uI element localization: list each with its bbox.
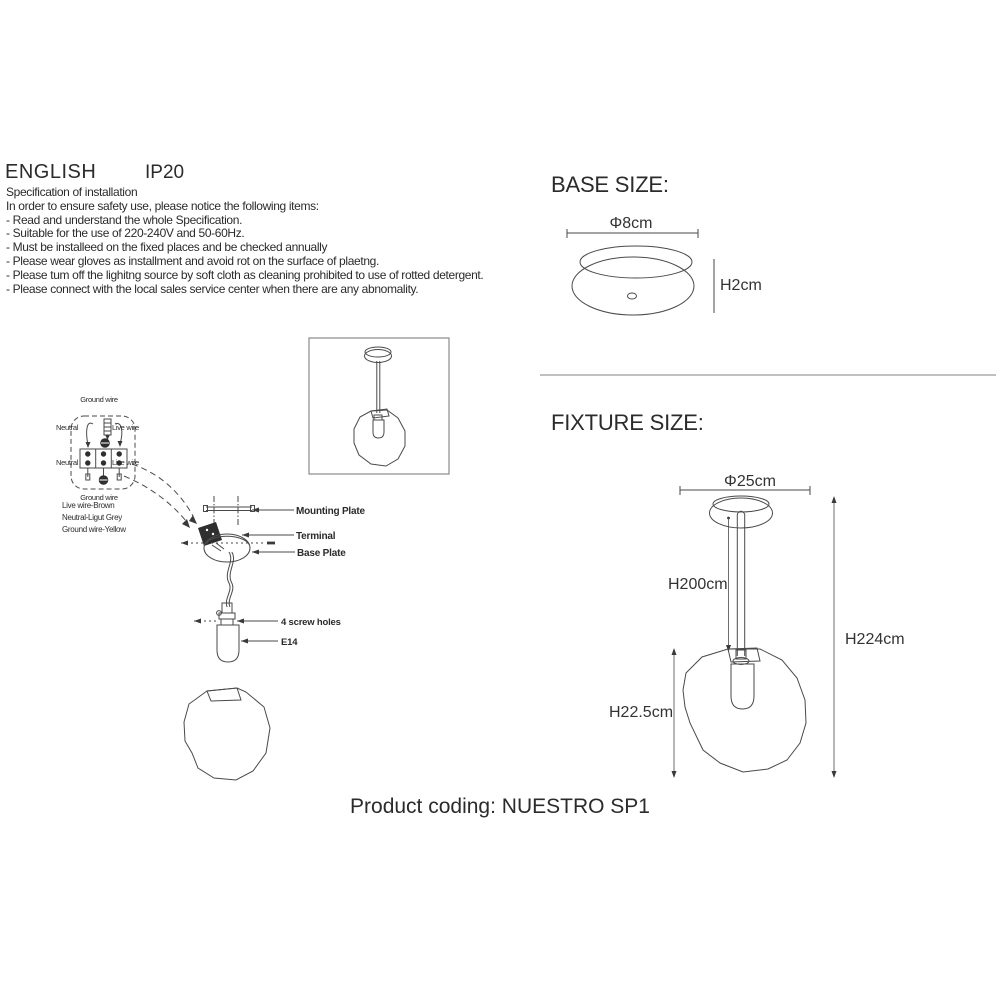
live-wire-top-label: Live wire (112, 423, 139, 432)
spec-item: - Must be installeed on the fixed places and be checked annually (6, 240, 328, 255)
mounting-plate-label: Mounting Plate (296, 506, 365, 517)
base-canopy-top (580, 246, 692, 278)
arrowhead-icon (241, 639, 248, 644)
fixture-diameter-value: Φ25cm (724, 473, 776, 490)
language-label: ENGLISH (5, 161, 97, 183)
center-hole (628, 293, 637, 299)
ground-wire-bottom-label: Ground wire (80, 493, 118, 502)
arrowhead-icon (672, 648, 677, 655)
terminal-drawing (198, 522, 222, 546)
arrowhead-icon (181, 541, 188, 546)
base-height-value: H2cm (720, 277, 762, 294)
spec-intro: In order to ensure safety use, please notice the following items: (6, 198, 319, 213)
ground-wire-top-label: Ground wire (80, 395, 118, 404)
fixture-size-drawing (609, 473, 905, 778)
base-plate-label: Base Plate (297, 548, 346, 559)
arrowhead-icon (182, 519, 190, 528)
arrowhead-icon (832, 771, 837, 778)
fixture-canopy-body (710, 498, 773, 528)
socket-body (217, 625, 239, 662)
e14-label: E14 (281, 637, 298, 648)
neutral-top-label: Neutral (56, 423, 79, 432)
inset-canopy (365, 347, 391, 357)
base-diameter-value: Φ8cm (609, 215, 653, 232)
specification-block (6, 186, 576, 296)
installation-diagram (181, 496, 365, 780)
base-plate-drawing (204, 534, 250, 562)
down-arrow-icon (86, 442, 91, 448)
pendant-overview-inset (309, 338, 449, 474)
fixture-socket-body (731, 664, 754, 709)
live-wire-bottom-label: Live wire (112, 458, 139, 467)
arrowhead-icon (242, 533, 249, 538)
spec-item: - Please connect with the local sales service center when there are any abnomality. (6, 281, 419, 296)
arrowhead-icon (832, 496, 837, 503)
legend-live-wire: Live wire-Brown (62, 501, 115, 510)
inset-border (309, 338, 449, 474)
arrowhead-icon (252, 550, 259, 555)
arrowhead-icon (237, 619, 244, 624)
legend-neutral: Neutral-Ligut Grey (62, 513, 122, 522)
fixture-size-title: FIXTURE SIZE: (551, 410, 704, 435)
down-arrow-icon (118, 441, 123, 447)
legend-ground-wire: Ground wire-Yellow (62, 525, 126, 534)
terminal-label: Terminal (296, 531, 336, 542)
glass-shade-drawing (184, 688, 270, 780)
base-size-drawing (567, 215, 762, 315)
neutral-bottom-label: Neutral (56, 458, 79, 467)
spec-item: - Please wear gloves as installment and avoid rot on the surface of plaetng. (6, 253, 379, 268)
product-coding: Product coding: NUESTRO SP1 (350, 795, 650, 818)
spec-title: Specification of installation (6, 185, 138, 199)
fixture-total-height-value: H224cm (845, 631, 905, 648)
spec-item: - Please tum off the lighitng source by soft cloth as cleaning prohibited to use of rotted detergent. (6, 267, 484, 282)
arrowhead-icon (189, 515, 197, 524)
spec-item: - Suitable for the use of 220-240V and 50-60Hz. (6, 226, 245, 241)
base-canopy-body (572, 257, 694, 315)
fixture-shade-drawing (683, 649, 806, 772)
screw-holes-label: 4 screw holes (281, 617, 341, 628)
inset-socket (373, 420, 384, 438)
ip-rating-label: IP20 (145, 162, 185, 183)
fixture-shade-height-value: H22.5cm (609, 704, 674, 721)
base-size-title: BASE SIZE: (551, 172, 669, 197)
wiring-diagram (56, 395, 197, 534)
spec-item: - Read and understand the whole Specification. (6, 212, 243, 227)
arrowhead-icon (672, 771, 677, 778)
fixture-cord-height-value: H200cm (668, 576, 728, 593)
arrowhead-icon (194, 619, 201, 624)
wiring-to-terminal-arrow (132, 464, 193, 516)
